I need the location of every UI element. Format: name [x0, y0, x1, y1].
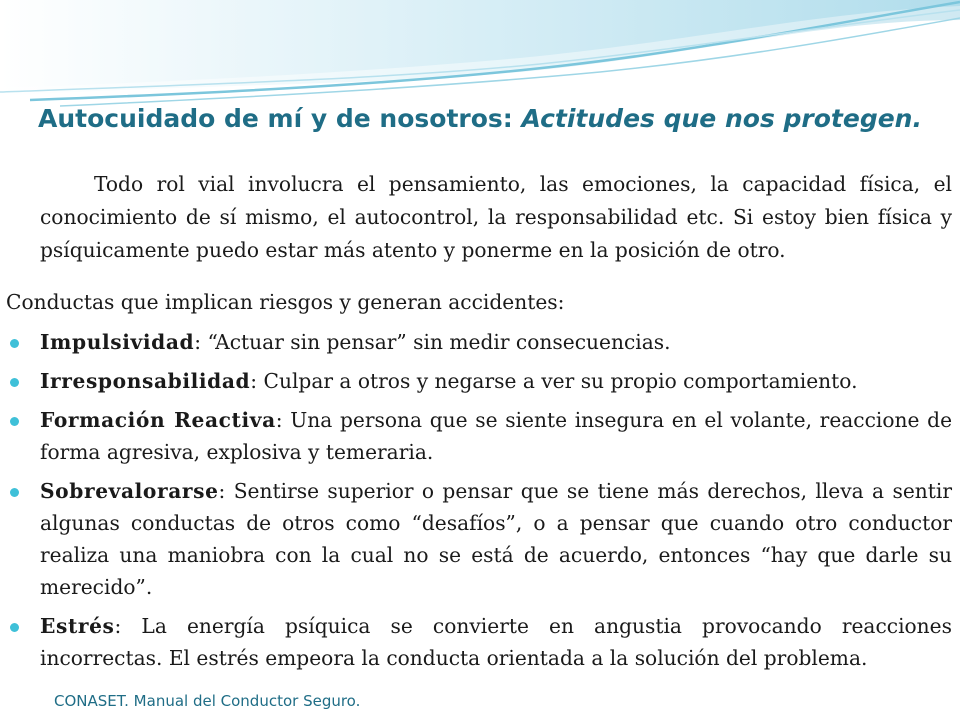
list-item-term: Impulsividad [40, 330, 195, 354]
list-item-separator: : [250, 369, 258, 393]
list-item-separator: : [275, 408, 283, 432]
list-item-term: Sobrevalorarse [40, 479, 219, 503]
list-item [0, 404, 952, 468]
title-italic-part: Actitudes que nos protegen. [521, 104, 922, 133]
list-item-separator: : [218, 479, 226, 503]
list-item-term: Formación Reactiva [40, 408, 276, 432]
slide-title [0, 104, 960, 133]
list-item-term: Estrés [40, 614, 115, 638]
list-item [0, 365, 952, 397]
bullet-icon [10, 378, 19, 387]
list-item-term: Irresponsabilidad [40, 369, 251, 393]
risk-behaviors-list [0, 326, 960, 681]
list-item-text: Una persona que se siente insegura en el volante, reaccione de forma agresiva, explosiva y temeraria. [40, 408, 953, 464]
list-item-separator: : [114, 614, 122, 638]
list-item-separator: : [194, 330, 202, 354]
bullet-icon [10, 339, 19, 348]
list-item [0, 475, 952, 603]
list-item [0, 326, 952, 358]
bullet-icon [10, 623, 19, 632]
list-item-text: Culpar a otros y negarse a ver su propio comportamiento. [257, 369, 858, 393]
title-bold-part: Autocuidado de mí y de nosotros: [38, 104, 513, 133]
list-item-text: Sentirse superior o pensar que se tiene más derechos, lleva a sentir algunas conductas de otros como “desafíos”, o a pensar que cuando otro conductor realiza una maniobra con la cual no se está de acuerdo, entonces “hay que darle su merecido”. [40, 479, 952, 599]
source-footer: CONASET. Manual del Conductor Seguro. [54, 692, 361, 710]
list-item-text: La energía psíquica se convierte en angustia provocando reacciones incorrectas. El estrés empeora la conducta orientada a la solución del problema. [40, 614, 952, 670]
decorative-wave-header [0, 0, 960, 120]
bullet-icon [10, 417, 19, 426]
list-item-text: “Actuar sin pensar” sin medir consecuencias. [201, 330, 671, 354]
list-item [0, 610, 952, 674]
bullet-icon [10, 488, 19, 497]
list-lead-text: Conductas que implican riesgos y generan accidentes: [6, 290, 565, 314]
intro-paragraph: Todo rol vial involucra el pensamiento, las emociones, la capacidad física, el conocimiento de sí mismo, el autocontrol, la responsabilidad etc. Si estoy bien física y psíquicamente puedo estar más atento y ponerme en la posición de otro. [40, 172, 952, 262]
